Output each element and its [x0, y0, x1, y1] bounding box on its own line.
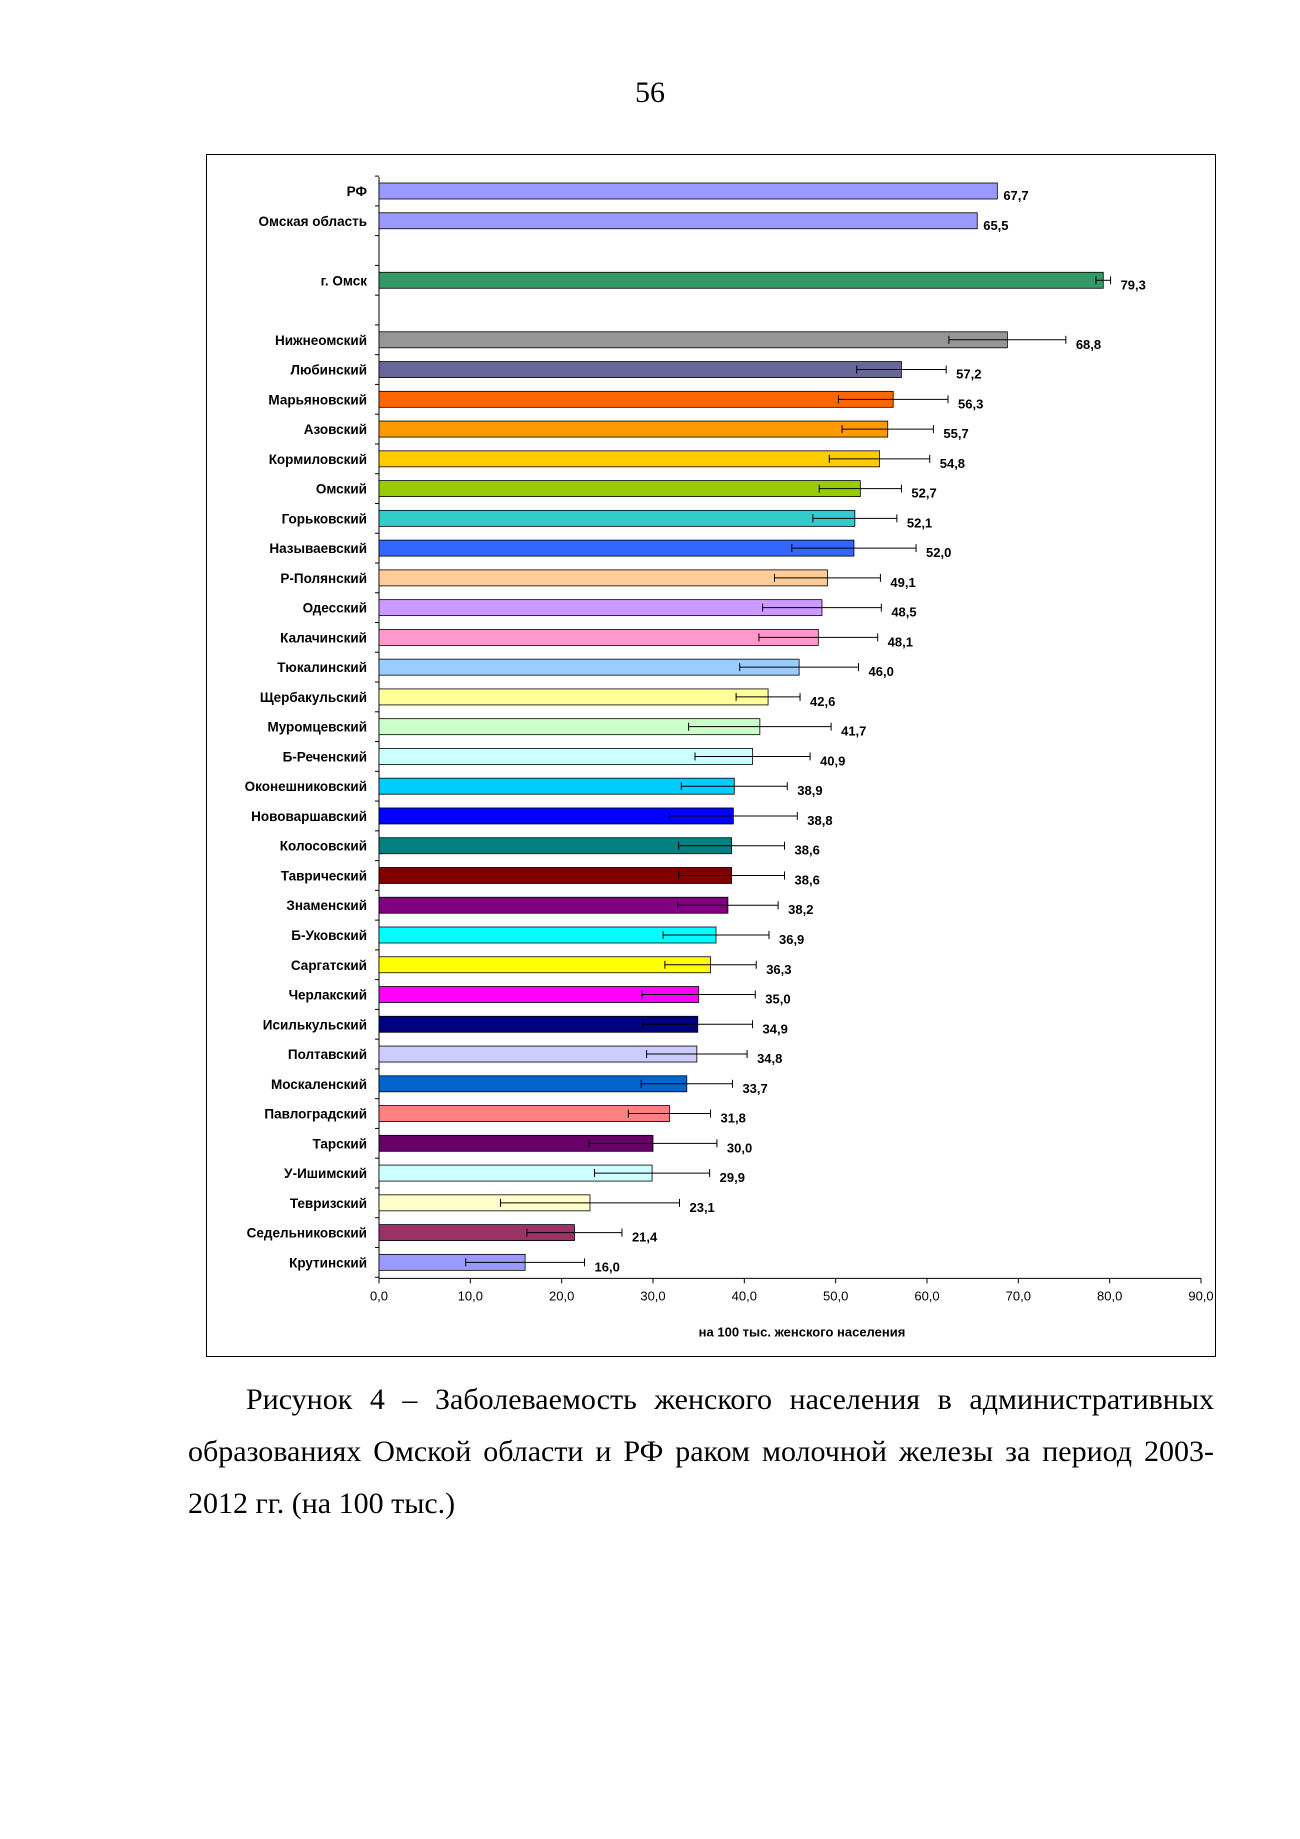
category-label: Колосовский — [279, 838, 367, 854]
bar — [379, 391, 893, 407]
value-label: 35,0 — [765, 991, 791, 1007]
category-label: У-Ишимский — [284, 1166, 367, 1182]
category-label: Р-Полянский — [280, 570, 367, 586]
value-label: 79,3 — [1120, 277, 1146, 293]
category-label: г. Омск — [320, 273, 367, 289]
category-label: Б-Уковский — [291, 928, 367, 943]
x-tick-label: 90,0 — [1188, 1288, 1214, 1304]
value-label: 52,1 — [906, 515, 933, 531]
value-label: 46,0 — [868, 664, 894, 680]
value-label: 49,1 — [890, 574, 916, 590]
value-label: 34,8 — [757, 1051, 783, 1067]
value-label: 38,9 — [797, 783, 823, 799]
category-label: Одесский — [302, 600, 367, 616]
value-label: 55,7 — [943, 426, 969, 442]
category-label: Щербакульский — [259, 689, 367, 705]
value-label: 23,1 — [689, 1199, 715, 1215]
value-label: 16,0 — [594, 1259, 620, 1275]
value-label: 54,8 — [939, 455, 966, 471]
bar — [379, 897, 728, 913]
value-label: 48,1 — [887, 634, 913, 650]
category-label: Горьковский — [281, 511, 367, 527]
x-tick-label: 70,0 — [1005, 1288, 1031, 1304]
category-label: Седельниковский — [246, 1225, 367, 1241]
category-label: Омская область — [258, 213, 367, 229]
value-label: 40,9 — [820, 753, 846, 769]
x-tick-label: 0,0 — [369, 1288, 389, 1304]
bar — [379, 451, 880, 467]
category-label: РФ — [346, 184, 367, 199]
category-label: Саргатский — [290, 957, 367, 973]
category-label: Марьяновский — [268, 392, 367, 408]
category-label: Нововаршавский — [251, 808, 367, 824]
x-tick-label: 50,0 — [823, 1288, 849, 1304]
bar — [379, 600, 822, 616]
value-label: 42,6 — [810, 693, 836, 709]
bar — [379, 332, 1007, 348]
value-label: 57,2 — [956, 366, 982, 382]
value-label: 65,5 — [983, 217, 1009, 233]
category-label: Муромцевский — [267, 719, 367, 735]
category-label: Любинский — [290, 362, 367, 378]
value-label: 38,6 — [794, 872, 820, 888]
category-label: Таврический — [280, 868, 367, 884]
page-number: 56 — [635, 76, 665, 109]
bar — [379, 362, 901, 378]
category-label: Знаменский — [286, 898, 367, 914]
category-label: Тевризский — [289, 1195, 367, 1211]
bar — [379, 481, 860, 497]
bar — [379, 689, 768, 705]
bar — [379, 1106, 669, 1122]
bar — [379, 570, 827, 586]
bar — [379, 540, 854, 556]
bar — [379, 272, 1103, 288]
value-label: 52,0 — [926, 545, 952, 561]
bar — [379, 957, 711, 973]
category-label: Полтавский — [287, 1047, 367, 1063]
category-label: Оконешниковский — [244, 779, 367, 795]
category-label: Черлакский — [288, 987, 367, 1003]
bar-chart — [207, 155, 1215, 1355]
value-label: 38,8 — [807, 812, 833, 828]
value-label: 36,9 — [778, 932, 805, 947]
value-label: 56,3 — [958, 396, 984, 412]
value-label: 67,7 — [1003, 188, 1029, 203]
x-tick-label: 10,0 — [457, 1288, 483, 1304]
x-tick-label: 80,0 — [1097, 1288, 1123, 1304]
x-tick-label: 20,0 — [549, 1288, 575, 1304]
category-label: Кормиловский — [268, 451, 367, 467]
value-label: 38,6 — [794, 842, 820, 858]
x-tick-label: 60,0 — [914, 1288, 940, 1304]
x-tick-label: 30,0 — [640, 1288, 666, 1304]
bar — [379, 213, 977, 229]
x-axis-title: на 100 тыс. женского населения — [698, 1324, 906, 1340]
category-label: Тюкалинский — [277, 660, 367, 676]
bar — [379, 629, 818, 645]
value-label: 38,2 — [788, 902, 814, 918]
category-label: Калачинский — [280, 630, 367, 646]
value-label: 48,5 — [891, 604, 917, 620]
category-label: Азовский — [303, 422, 367, 438]
value-label: 34,9 — [762, 1021, 788, 1037]
category-label: Павлоградский — [264, 1106, 367, 1122]
bar — [379, 659, 799, 675]
bar — [379, 1076, 687, 1092]
value-label: 36,3 — [766, 961, 792, 977]
value-label: 33,7 — [742, 1080, 768, 1096]
category-label: Тарский — [312, 1136, 367, 1152]
bar — [379, 421, 888, 437]
category-label: Нижнеомский — [274, 332, 367, 348]
chart-frame — [206, 154, 1216, 1357]
value-label: 41,7 — [841, 723, 867, 739]
figure-caption: Рисунок 4 – Заболеваемость женского населения в административных образованиях Омской области и РФ раком молочной железы за период 2003-2012 гг. (на 100 тыс.) — [188, 1383, 1214, 1520]
value-label: 31,8 — [720, 1110, 746, 1126]
value-label: 21,4 — [631, 1229, 658, 1245]
bar — [379, 510, 855, 526]
bar — [379, 183, 997, 199]
category-label: Москаленский — [270, 1076, 367, 1092]
value-label: 52,7 — [911, 485, 937, 501]
category-label: Крутинский — [289, 1255, 367, 1271]
value-label: 29,9 — [719, 1170, 745, 1186]
value-label: 68,8 — [1075, 336, 1102, 352]
category-label: Омский — [315, 481, 367, 497]
x-tick-label: 40,0 — [731, 1288, 757, 1304]
category-label: Б-Реченский — [282, 749, 367, 765]
category-label: Называевский — [269, 541, 367, 557]
category-label: Исилькульский — [262, 1017, 367, 1033]
value-label: 30,0 — [726, 1140, 753, 1156]
